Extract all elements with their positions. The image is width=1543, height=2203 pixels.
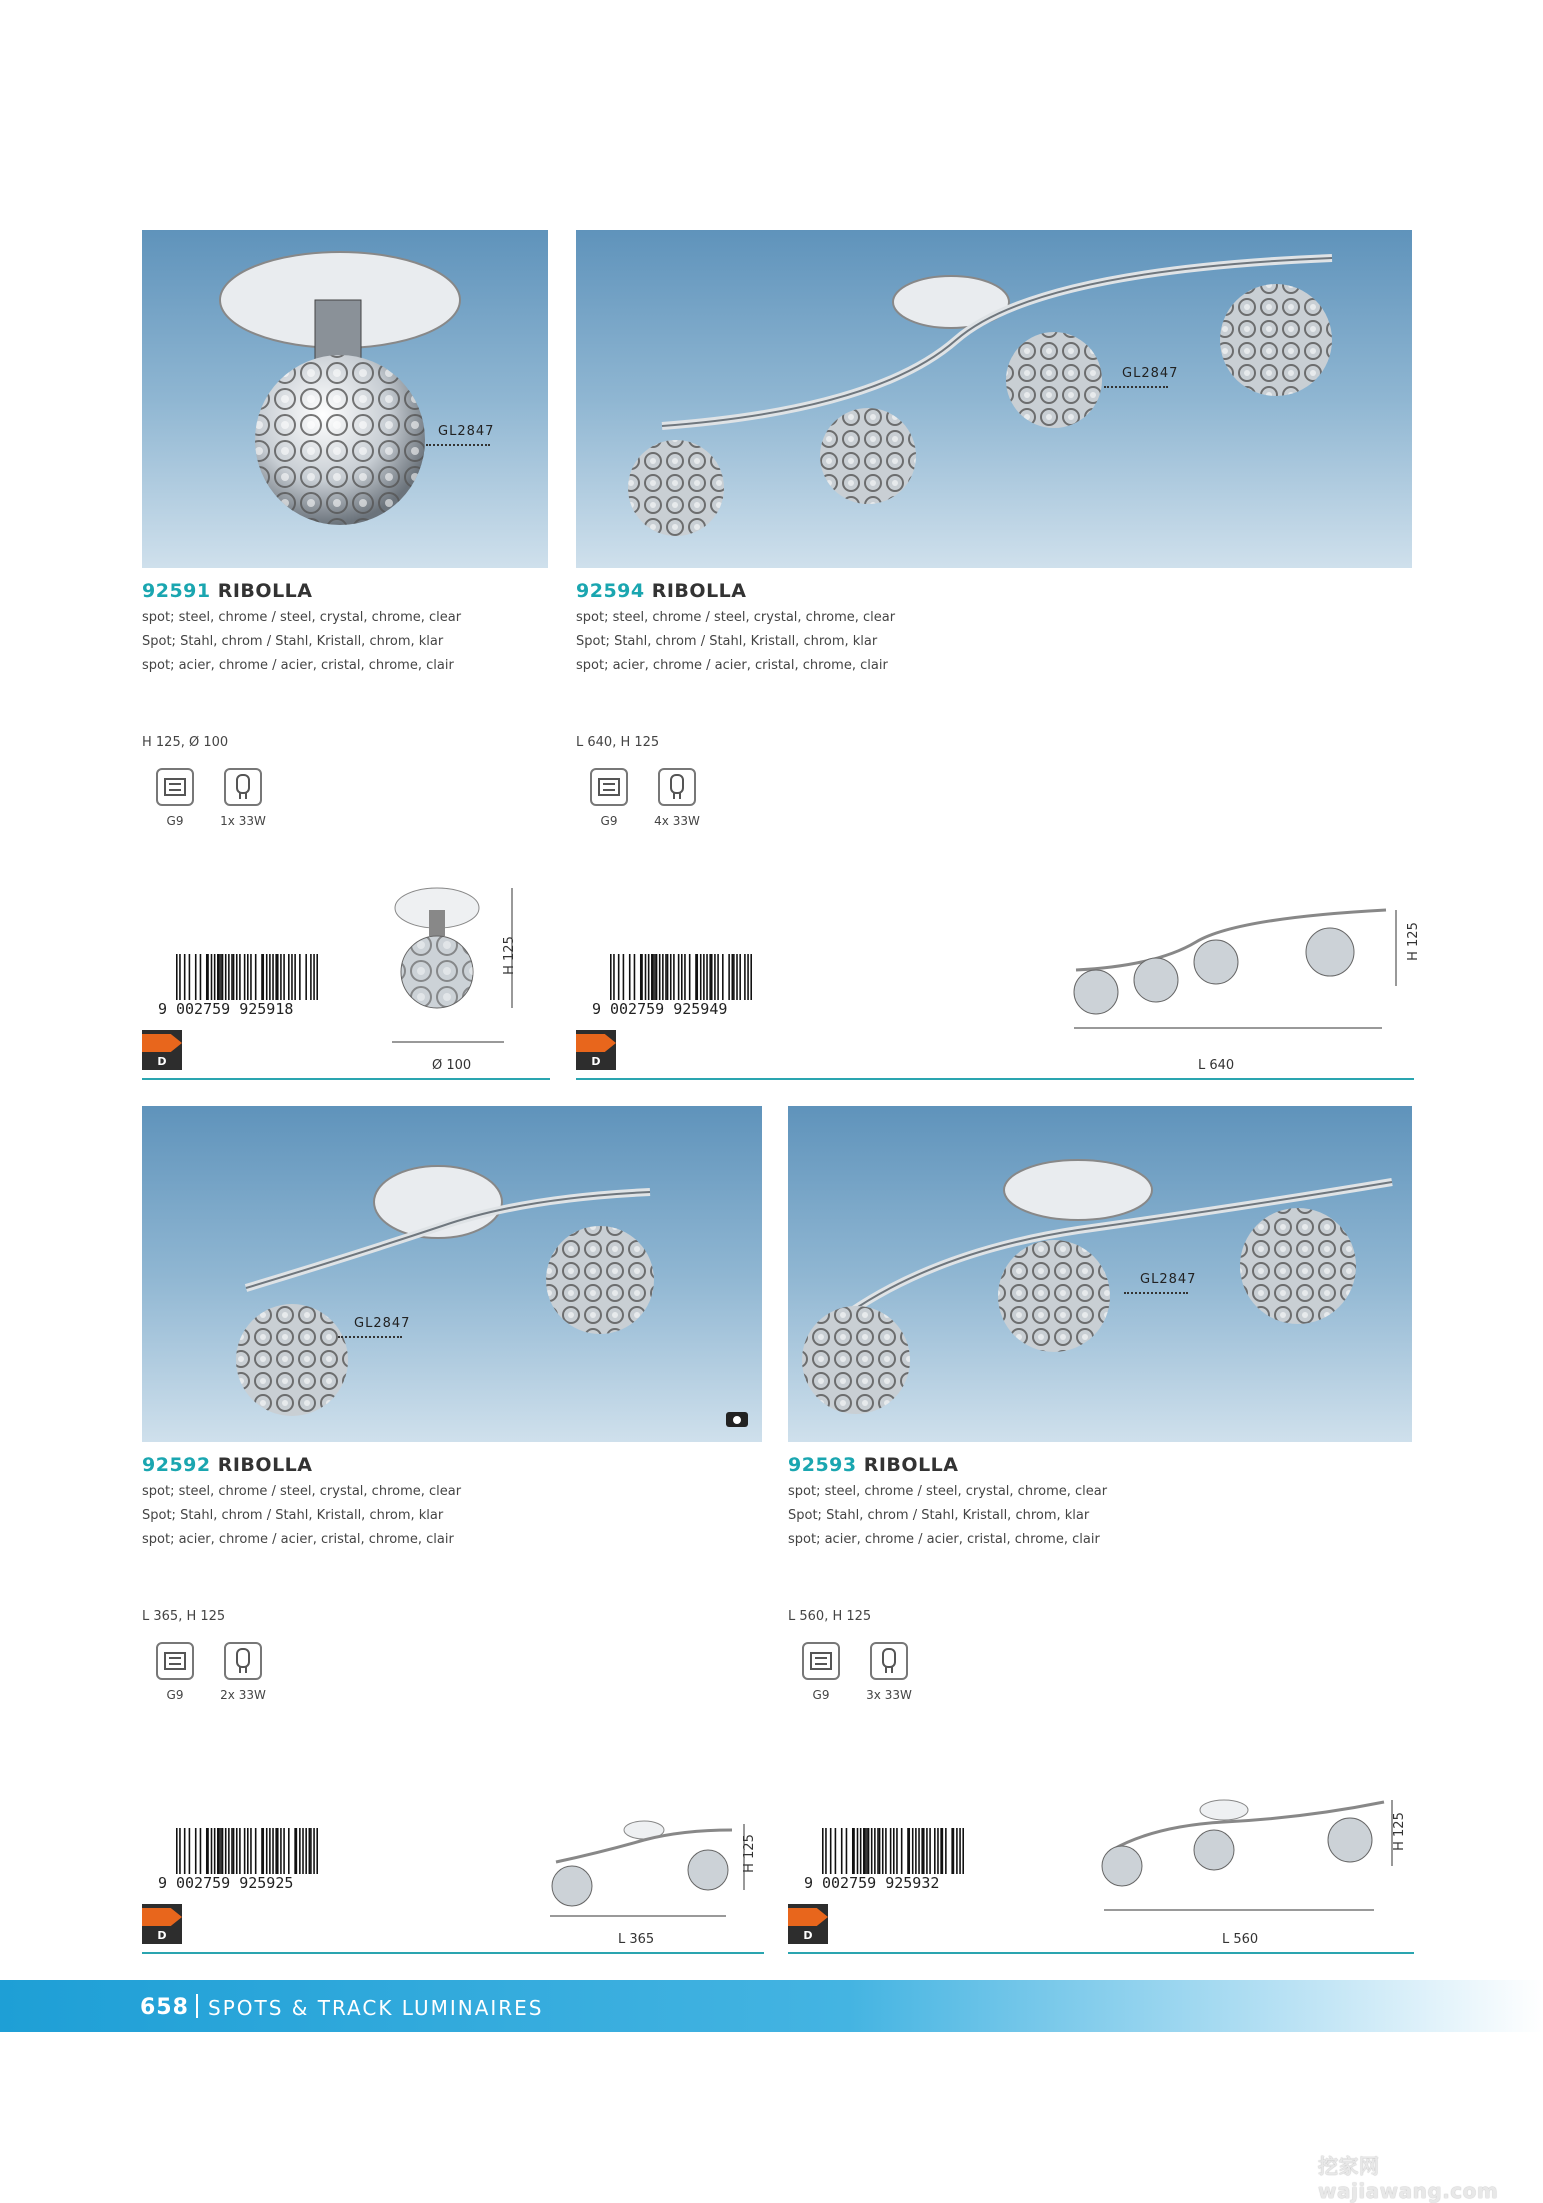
height-dimension: H 125 [1391,1812,1407,1851]
bulb-label: 1x 33W [220,814,266,828]
width-dimension: L 365 [618,1932,655,1947]
lamp-illustration [788,1106,1412,1442]
product-photo [788,1106,1412,1442]
socket-label: G9 [600,814,618,828]
socket-label: G9 [166,1688,184,1702]
desc-fr: spot; acier, chrome / acier, cristal, chrome, clair [576,658,888,673]
height-dimension: H 125 [741,1834,757,1873]
product-name: RIBOLLA [217,580,313,602]
callout-line [1104,386,1168,388]
product-title [788,1454,959,1476]
socket-icon [156,1642,194,1680]
footer-separator [196,1994,198,2018]
desc-de: Spot; Stahl, chrom / Stahl, Kristall, chrom, klar [142,1508,444,1523]
product-divider [788,1952,1414,1954]
product-dimensions: L 640, H 125 [576,735,660,750]
socket-label: G9 [166,814,184,828]
barcode-digits: 002759 925949 [610,1000,728,1018]
part-callout: GL2847 [1140,1272,1197,1287]
dimension-drawing [1066,880,1406,1060]
lamp-illustration [142,1106,762,1442]
product-dimensions: H 125, Ø 100 [142,735,229,750]
product-description [788,1480,1107,1552]
energy-badge: D [142,1030,182,1070]
desc-fr: spot; acier, chrome / acier, cristal, chrome, clair [142,1532,454,1547]
product-dimensions: L 560, H 125 [788,1609,872,1624]
product-photo [142,230,548,568]
product-name: RIBOLLA [863,1454,959,1476]
width-dimension: Ø 100 [432,1058,472,1073]
desc-de: Spot; Stahl, chrom / Stahl, Kristall, chrom, klar [788,1508,1090,1523]
barcode-digits: 002759 925932 [822,1874,940,1892]
product-code: 92594 [576,580,645,602]
socket-icon [156,768,194,806]
product-code: 92591 [142,580,211,602]
product-photo [142,1106,762,1442]
socket-icon [590,768,628,806]
product-description [142,606,461,678]
bulb-icon [870,1642,908,1680]
bulb-icon [224,768,262,806]
product-title [142,580,313,602]
product-title [576,580,747,602]
socket-icon [802,1642,840,1680]
product-code: 92593 [788,1454,857,1476]
lamp-illustration [142,230,548,568]
bulb-icon [658,768,696,806]
bulb-label: 4x 33W [654,814,700,828]
bulb-label: 2x 33W [220,1688,266,1702]
callout-line [1124,1292,1188,1294]
product-divider [142,1952,764,1954]
barcode-prefix: 9 [158,1874,168,1892]
dimension-drawing [1084,1786,1414,1926]
lamp-illustration [576,230,1412,568]
section-title: SPOTS & TRACK LUMINAIRES [208,1996,544,2020]
desc-en: spot; steel, chrome / steel, crystal, chrome, clear [142,1484,462,1499]
product-code: 92592 [142,1454,211,1476]
product-divider [142,1078,550,1080]
watermark: 挖家网 wajiawang.com [1318,2154,1499,2203]
product-name: RIBOLLA [217,1454,313,1476]
barcode-digits: 002759 925918 [176,1000,294,1018]
desc-en: spot; steel, chrome / steel, crystal, chrome, clear [788,1484,1108,1499]
desc-de: Spot; Stahl, chrom / Stahl, Kristall, chrom, klar [142,634,444,649]
bulb-icon [224,1642,262,1680]
product-dimensions: L 365, H 125 [142,1609,226,1624]
barcode-prefix: 9 [592,1000,602,1018]
product-92594 [576,230,1421,1090]
part-callout: GL2847 [1122,366,1179,381]
product-name: RIBOLLA [651,580,747,602]
product-92591 [142,230,550,1090]
energy-badge: D [788,1904,828,1944]
camera-icon [726,1412,748,1427]
barcode-digits: 002759 925925 [176,1874,294,1892]
part-callout: GL2847 [354,1316,411,1331]
height-dimension: H 125 [501,936,517,975]
energy-badge: D [142,1904,182,1944]
desc-fr: spot; acier, chrome / acier, cristal, chrome, clair [142,658,454,673]
desc-en: spot; steel, chrome / steel, crystal, chrome, clear [576,610,896,625]
product-photo [576,230,1412,568]
barcode-prefix: 9 [804,1874,814,1892]
height-dimension: H 125 [1405,922,1421,961]
product-92592 [142,1106,764,1966]
dimension-drawing [542,1806,762,1936]
desc-de: Spot; Stahl, chrom / Stahl, Kristall, chrom, klar [576,634,878,649]
width-dimension: L 560 [1222,1932,1259,1947]
dimension-drawing [382,880,542,1060]
product-title [142,1454,313,1476]
desc-en: spot; steel, chrome / steel, crystal, chrome, clear [142,610,462,625]
width-dimension: L 640 [1198,1058,1235,1073]
desc-fr: spot; acier, chrome / acier, cristal, chrome, clair [788,1532,1100,1547]
socket-label: G9 [812,1688,830,1702]
product-description [142,1480,461,1552]
product-divider [576,1078,1414,1080]
part-callout: GL2847 [438,424,495,439]
callout-line [338,1336,402,1338]
callout-line [426,444,490,446]
bulb-label: 3x 33W [866,1688,912,1702]
product-description [576,606,895,678]
product-92593 [788,1106,1414,1966]
barcode-prefix: 9 [158,1000,168,1018]
page-number: 658 [140,1995,189,2020]
energy-badge: D [576,1030,616,1070]
